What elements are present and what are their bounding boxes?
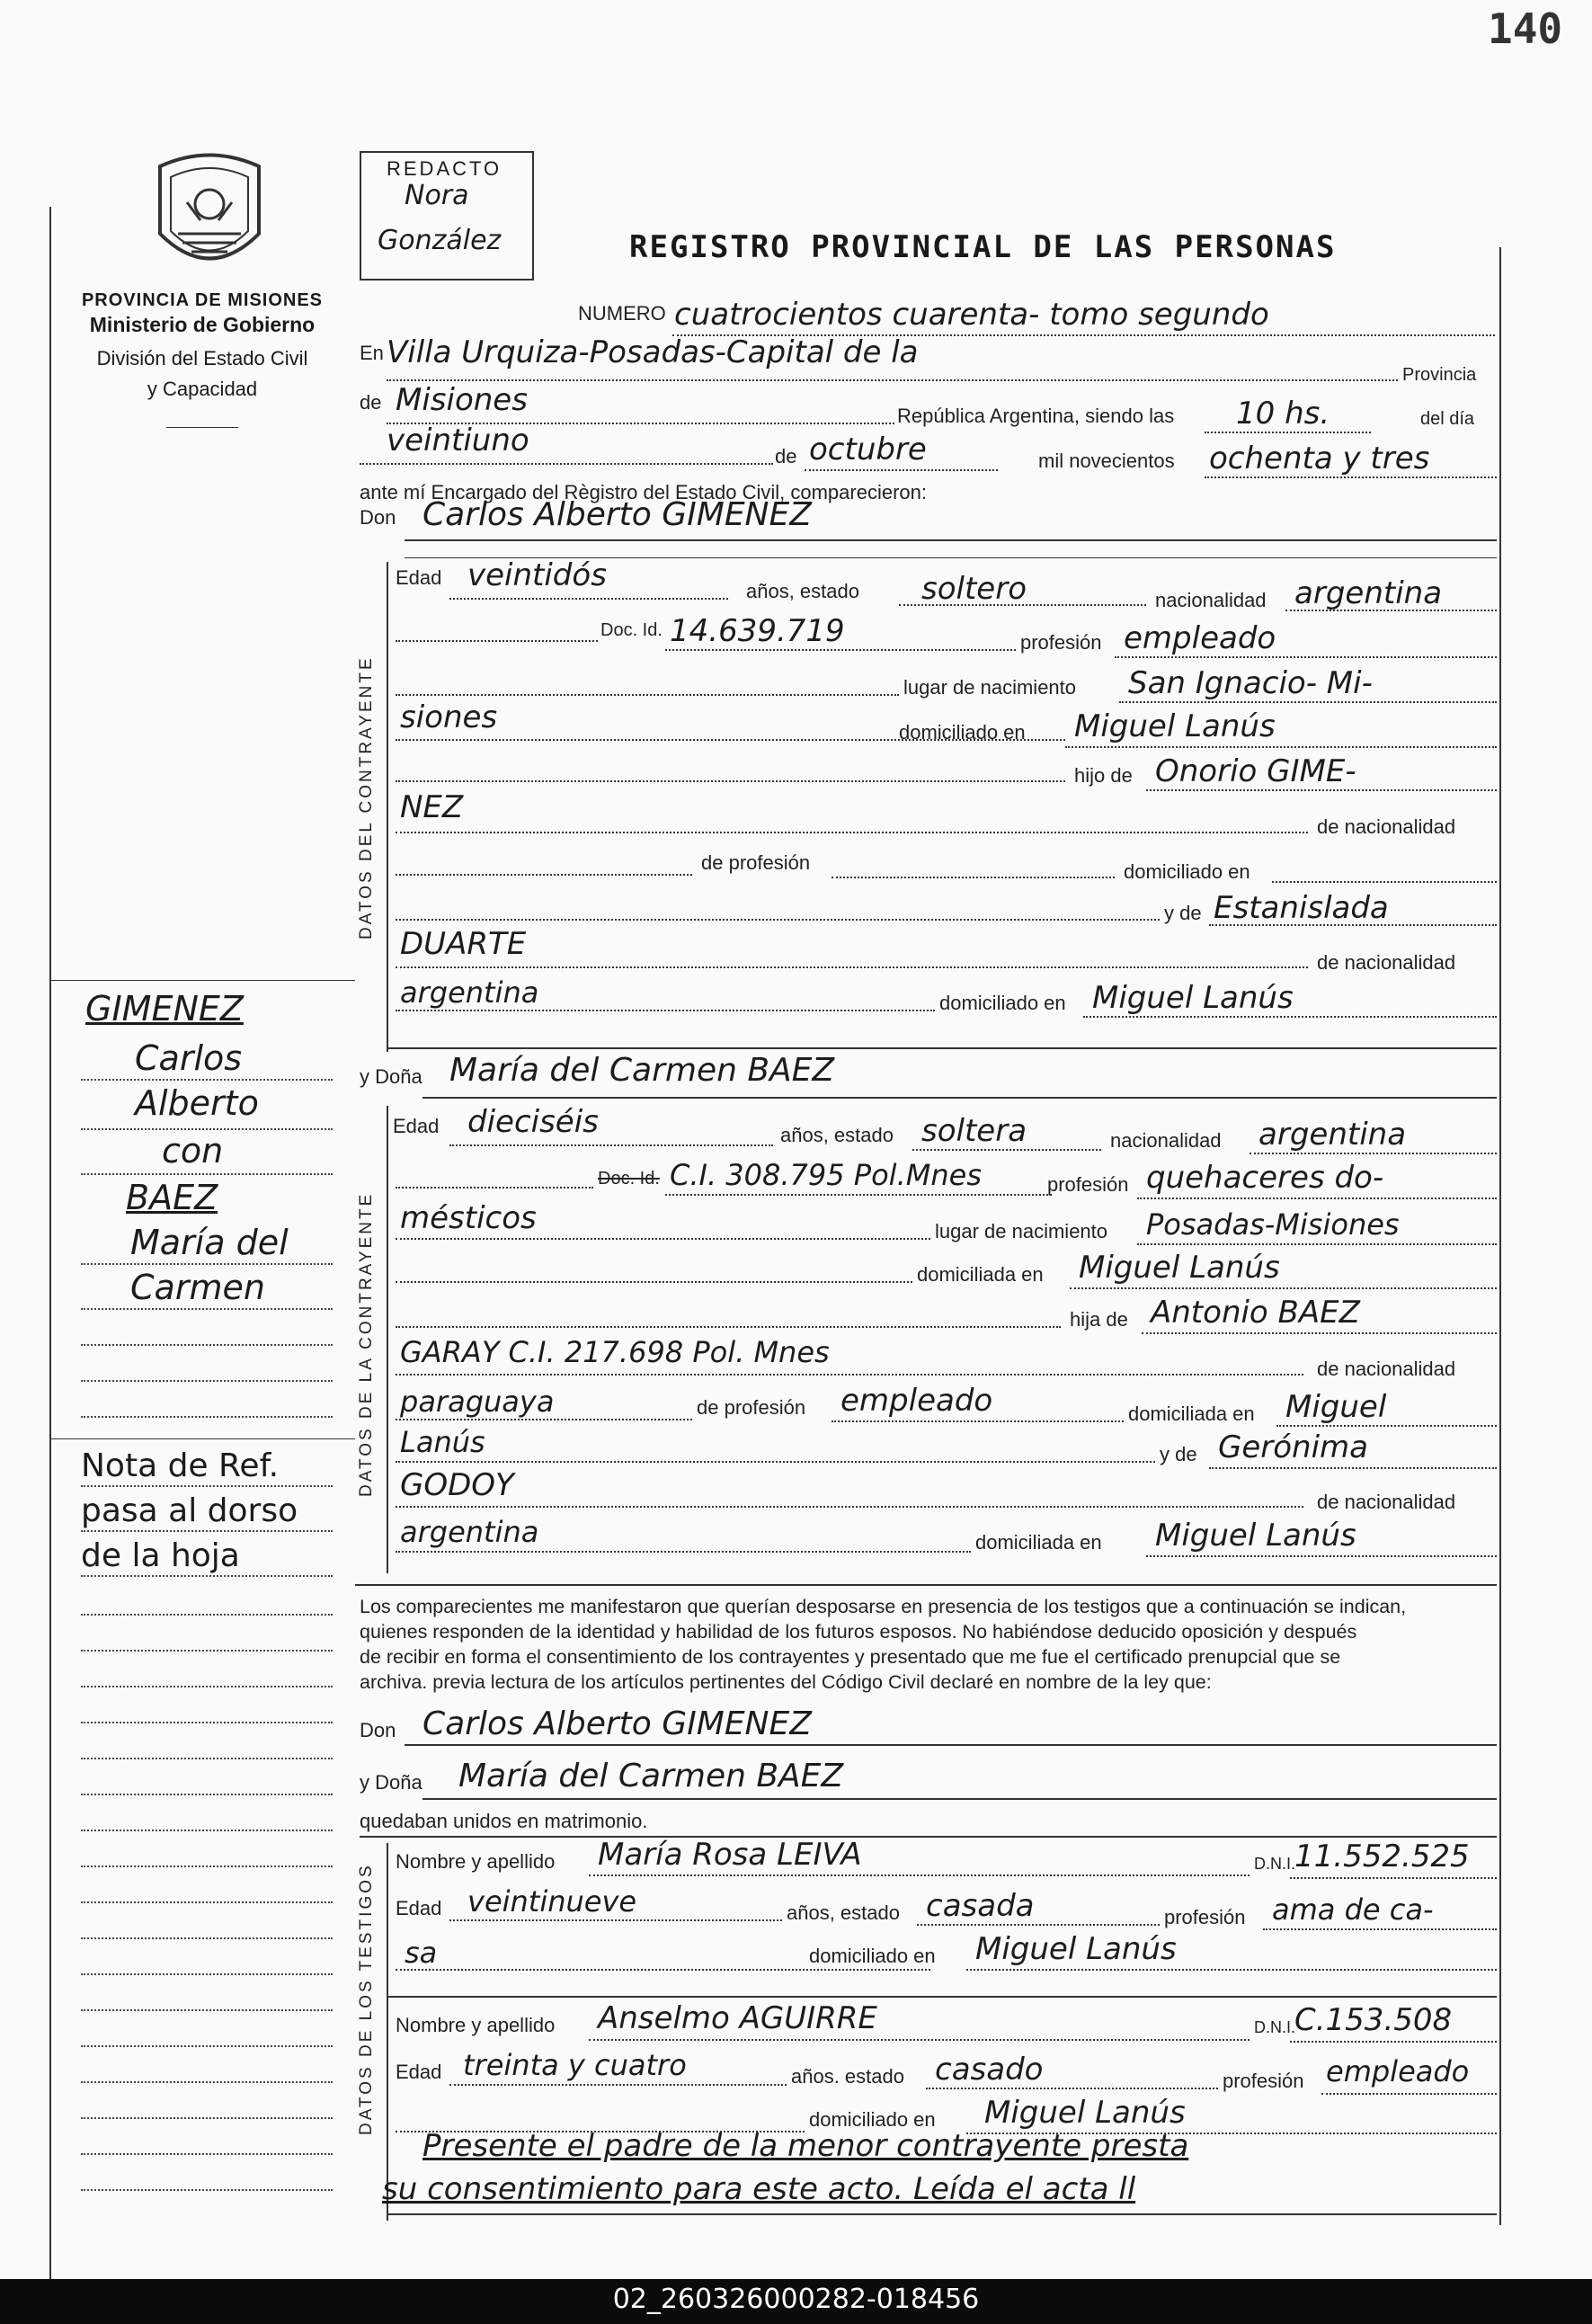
- header-ministry: Ministerio de Gobierno: [89, 313, 316, 336]
- t2-profesion-value: empleado: [1326, 2054, 1470, 2088]
- mil-label: mil novecientos: [1038, 450, 1175, 472]
- page-title: REGISTRO PROVINCIAL DE LAS PERSONAS: [629, 229, 1337, 265]
- f-nacionalidad-value: argentina: [1258, 1117, 1407, 1153]
- t2-estado-line: [926, 2088, 1218, 2089]
- header-divider: [166, 427, 238, 428]
- f-padre-value-2: GARAY C.I. 217.698 Pol. Mnes: [400, 1335, 830, 1369]
- t1-profesion-value-1: ama de ca-: [1272, 1892, 1434, 1927]
- mes-line: [805, 469, 998, 471]
- t2-nombre-label: Nombre y apellido: [396, 2014, 556, 2036]
- c-doc-value: 14.639.719: [670, 613, 845, 649]
- t1-doc-value: 11.552.525: [1294, 1839, 1470, 1874]
- f-lugar-value: Posadas-Misiones: [1146, 1207, 1400, 1242]
- f-doc-lead: [396, 1187, 593, 1189]
- margin-surname-1: GIMENEZ: [85, 989, 244, 1028]
- f-madre-nac-line: [396, 1551, 971, 1553]
- c-padre-nac-line: [396, 874, 692, 876]
- f-y-de-lead: [396, 1461, 1155, 1463]
- c-domiciliado-en-label: domiciliado en: [1124, 860, 1250, 883]
- t2-edad-line: [449, 2084, 787, 2086]
- margin-nota-3: de la hoja: [81, 1537, 240, 1574]
- t2-domicilio-value: Miguel Lanús: [984, 2095, 1186, 2131]
- f-domicilio-line: [1070, 1287, 1497, 1289]
- c-domicilio-label: domiciliado en: [899, 721, 1026, 744]
- c-padre-line: [1146, 789, 1497, 791]
- hora-line: [1205, 432, 1371, 433]
- t1-nombre-label: Nombre y apellido: [396, 1850, 556, 1873]
- f-domicilio-lead: [396, 1281, 912, 1283]
- t2-profesion-label: profesión: [1223, 2070, 1304, 2092]
- c-madre-dom-value: Miguel Lanús: [1092, 980, 1294, 1016]
- decl-don-value: Carlos Alberto GIMENEZ: [422, 1705, 812, 1742]
- f-nacionalidad-label: nacionalidad: [1110, 1129, 1222, 1152]
- f-edad-value: dieciséis: [467, 1104, 599, 1140]
- f-lugar-label: lugar de nacimiento: [935, 1220, 1108, 1242]
- f-profesion-label: profesión: [1047, 1173, 1129, 1196]
- margin-dots-3: [81, 1173, 333, 1175]
- c-domicilio-value: Miguel Lanús: [1074, 708, 1276, 744]
- t1-doc-line: [1290, 1877, 1497, 1879]
- f-madre-dom-line: [1146, 1555, 1497, 1557]
- f-padre-prof-line: [832, 1420, 1124, 1422]
- f-lugar-line: [1137, 1243, 1497, 1245]
- t2-edad-value: treinta y cuatro: [463, 2048, 687, 2082]
- c-lugar-lead: [396, 694, 899, 696]
- en-value: Villa Urquiza-Posadas-Capital de la: [387, 334, 919, 370]
- dona-line: [422, 1097, 1497, 1099]
- margin-surname-2: BAEZ: [126, 1178, 218, 1217]
- t1-doc-label: D.N.I.: [1254, 1855, 1296, 1873]
- f-estado-value: soltera: [921, 1113, 1027, 1149]
- c-doc-lead: [396, 640, 598, 642]
- f-doc-label: Doc. Id.: [598, 1169, 660, 1189]
- t2-nombre-value: Anselmo AGUIRRE: [598, 2000, 877, 2036]
- de-label: de: [360, 391, 382, 414]
- decl-unidos-line: [360, 1836, 1497, 1838]
- margin-dots-4: [81, 1263, 333, 1265]
- ante-text: ante mí Encargado del Règistro del Estado Civil, comparecieron:: [360, 481, 927, 503]
- margin-dots-18: [81, 1830, 333, 1831]
- t1-estado-label: años, estado: [787, 1901, 900, 1924]
- margin-dots-13: [81, 1650, 333, 1652]
- c-madre-value-1: Estanislada: [1214, 890, 1389, 926]
- decl-dona-label: y Doña: [360, 1771, 422, 1794]
- f-padre-dom-value-1: Miguel: [1285, 1389, 1387, 1425]
- t2-nombre-line: [589, 2039, 1250, 2041]
- t2-edad-label: Edad: [396, 2061, 442, 2083]
- c-block-bottom: [387, 1047, 1497, 1049]
- declaracion-line-4: archiva. previa lectura de los artículos pertinentes del Código Civil declaré en nombre de la ley que:: [360, 1671, 1212, 1693]
- margin-dots-22: [81, 1973, 333, 1975]
- f-padre-dom-label: domiciliada en: [1128, 1402, 1255, 1425]
- t1-domicilio-lead: [396, 1969, 930, 1971]
- f-padre-nac-line: [396, 1419, 692, 1420]
- f-lugar-lead: [396, 1238, 930, 1240]
- t2-doc-label: D.N.I.: [1254, 2018, 1296, 2036]
- f-estado-label: años, estado: [780, 1124, 894, 1146]
- de-value: Misiones: [396, 382, 528, 418]
- f-hija-lead: [396, 1326, 1061, 1328]
- de-mes-label: de: [775, 445, 797, 467]
- t2-estado-label: años. estado: [791, 2065, 904, 2088]
- f-de-nacionalidad-label: de nacionalidad: [1317, 1358, 1456, 1380]
- c-lugar-value-1: San Ignacio- Mi-: [1128, 665, 1373, 701]
- f-padre-prof-value: empleado: [840, 1383, 993, 1419]
- t1-nombre-value: María Rosa LEIVA: [598, 1837, 862, 1873]
- right-rule: [1499, 247, 1501, 2225]
- margin-con: con: [162, 1131, 224, 1171]
- margin-dots-12: [81, 1614, 333, 1616]
- header-division-1: División del Estado Civil: [96, 347, 308, 370]
- f-madre-nac-label: de nacionalidad: [1317, 1491, 1456, 1513]
- c-de-profesion-label: de profesión: [701, 851, 811, 874]
- margin-dots-14: [81, 1686, 333, 1687]
- decl-unidos: quedaban unidos en matrimonio.: [360, 1810, 648, 1832]
- t1-edad-value: veintinueve: [467, 1884, 637, 1919]
- c-madre-line-2: [396, 966, 1308, 968]
- c-nacionalidad-value: argentina: [1294, 575, 1443, 611]
- f-padre-line-2: [396, 1374, 1303, 1376]
- f-madre-line: [1209, 1467, 1497, 1469]
- margin-nota-top: [49, 1438, 355, 1439]
- t1-profesion-line: [1263, 1928, 1497, 1930]
- notes-line-2: su consentimiento para este acto. Leída el acta ll: [382, 2171, 1136, 2207]
- c-lugar-label: lugar de nacimiento: [903, 676, 1077, 699]
- f-de-profesion-label: de profesión: [697, 1396, 806, 1419]
- f-estado-line: [912, 1149, 1101, 1151]
- c-profesion-value: empleado: [1124, 620, 1276, 656]
- f-edad-label: Edad: [393, 1115, 440, 1137]
- margin-dots-19: [81, 1865, 333, 1867]
- c-madre-nac-value: argentina: [400, 975, 539, 1010]
- anio-value: ochenta y tres: [1209, 441, 1430, 476]
- c-madre-nac-line: [396, 1010, 935, 1011]
- t1-domicilio-line: [966, 1969, 1497, 1971]
- margin-dots-17: [81, 1794, 333, 1795]
- page-number: 140: [1488, 4, 1563, 53]
- dia-line: [360, 463, 773, 465]
- margin-dots-27: [81, 2153, 333, 2155]
- t2-doc-line: [1290, 2041, 1497, 2043]
- dia-value: veintiuno: [387, 423, 529, 459]
- decl-dona-value: María del Carmen BAEZ: [458, 1758, 844, 1794]
- c-de-nacionalidad-label: de nacionalidad: [1317, 815, 1456, 838]
- f-profesion-value-2: mésticos: [400, 1200, 537, 1236]
- c-y-de-lead: [396, 919, 1160, 921]
- dona-label: y Doña: [360, 1065, 422, 1088]
- f-nacionalidad-line: [1250, 1153, 1497, 1154]
- header-province: PROVINCIA DE MISIONES: [81, 290, 324, 310]
- f-block-bottom: [355, 1584, 1497, 1586]
- c-domicilio-line: [1065, 746, 1497, 748]
- c-madre-line: [1209, 924, 1497, 926]
- t2-profesion-line: [1321, 2093, 1497, 2095]
- margin-dots-2: [81, 1128, 333, 1130]
- f-madre-value-1: Gerónima: [1218, 1429, 1368, 1465]
- f-padre-line: [1142, 1332, 1497, 1334]
- f-domicilio-label: domiciliada en: [917, 1263, 1044, 1286]
- f-y-de-label: y de: [1160, 1443, 1197, 1465]
- margin-rule: [49, 207, 51, 2284]
- c-doc-label: Doc. Id.: [600, 620, 663, 640]
- c-madre-dom-label: domiciliado en: [939, 992, 1066, 1014]
- margin-dots-21: [81, 1937, 333, 1939]
- c-edad-value: veintidós: [467, 557, 607, 593]
- c-padre-value-2: NEZ: [400, 789, 464, 825]
- c-padre-value-1: Onorio GIME-: [1155, 753, 1356, 789]
- f-madre-line-2: [396, 1506, 1303, 1508]
- c-hijo-lead: [396, 780, 1065, 782]
- numero-value: cuatrocientos cuarenta- tomo segundo: [674, 297, 1269, 333]
- decl-don-label: Don: [360, 1719, 396, 1741]
- dona-value: María del Carmen BAEZ: [449, 1052, 835, 1089]
- f-padre-nac-value: paraguaya: [400, 1385, 555, 1419]
- contrayente-side-label: DATOS DEL CONTRAYENTE: [357, 655, 376, 939]
- c-profesion-label: profesión: [1020, 631, 1102, 654]
- c-estado-line: [899, 604, 1146, 606]
- t1-edad-label: Edad: [396, 1897, 442, 1919]
- f-madre-dom-label: domiciliada en: [975, 1531, 1102, 1554]
- redacto-name-2: González: [378, 225, 502, 256]
- declaracion-line-3: de recibir en forma el consentimiento de los contrayentes y presentado que me fue el certificado prenupcial que se: [360, 1646, 1341, 1668]
- en-label: En: [360, 342, 384, 364]
- province-crest-icon: [151, 148, 268, 283]
- c-hijo-label: hijo de: [1074, 764, 1133, 787]
- c-madre-value-2: DUARTE: [400, 926, 527, 962]
- margin-name-1a: Carlos: [135, 1038, 243, 1078]
- contrayenta-rule: [387, 1106, 388, 1573]
- c-lugar-value-2: siones: [400, 699, 498, 735]
- f-madre-nac-value: argentina: [400, 1515, 539, 1549]
- decl-dona-line: [422, 1798, 1497, 1800]
- margin-name-1b: Alberto: [135, 1083, 259, 1123]
- contrayente-rule: [387, 562, 388, 1052]
- f-profesion-value-1: quehaceres do-: [1146, 1160, 1384, 1196]
- testigos-side-label: DATOS DE LOS TESTIGOS: [357, 1863, 376, 2135]
- margin-dots-16: [81, 1758, 333, 1759]
- mes-value: octubre: [809, 432, 927, 467]
- c-profesion-line: [1115, 656, 1497, 658]
- footer-id: 02_260326000282-018456: [612, 2284, 980, 2315]
- margin-dots-8: [81, 1416, 333, 1418]
- f-hija-label: hija de: [1070, 1308, 1128, 1331]
- c-padre-line-2: [396, 832, 1308, 833]
- t1-block-bottom: [387, 1996, 1497, 1998]
- declaracion-line-2: quienes responden de la identidad y habilidad de los futuros esposos. No habiéndose deducido oposición y después: [360, 1621, 1357, 1643]
- don-label: Don: [360, 506, 396, 529]
- t1-edad-line: [449, 1919, 782, 1921]
- redacto-name-1: Nora: [405, 180, 469, 211]
- declaracion-line-1: Los comparecientes me manifestaron que querían desposarse en presencia de los testigos que a continuación se indican,: [360, 1596, 1407, 1617]
- f-domicilio-value: Miguel Lanús: [1079, 1250, 1280, 1286]
- margin-dots-28: [81, 2189, 333, 2191]
- margin-nota-2: pasa al dorso: [81, 1492, 298, 1529]
- margin-dots-20: [81, 1901, 333, 1903]
- margin-dots-26: [81, 2117, 333, 2119]
- t1-domicilio-value: Miguel Lanús: [975, 1931, 1177, 1967]
- t1-profesion-label: profesión: [1164, 1906, 1246, 1928]
- margin-dots-9: [81, 1485, 333, 1487]
- margin-dots-25: [81, 2081, 333, 2083]
- contrayenta-side-label: DATOS DE LA CONTRAYENTE: [357, 1191, 376, 1497]
- margin-dots-1: [81, 1079, 333, 1081]
- c-padre-prof-line: [832, 877, 1115, 878]
- numero-label: NUMERO: [578, 302, 666, 325]
- margin-dots-5: [81, 1308, 333, 1310]
- testigos-bottom: [387, 2213, 1497, 2215]
- t1-domicilio-label: domiciliado en: [809, 1945, 936, 1967]
- margin-dots-7: [81, 1380, 333, 1382]
- f-padre-value-1: Antonio BAEZ: [1151, 1295, 1360, 1331]
- c-madre-dom-line: [1083, 1016, 1497, 1018]
- margin-dots-6: [81, 1344, 333, 1346]
- margin-name-2a: María del: [130, 1223, 289, 1262]
- f-profesion-line: [1137, 1198, 1497, 1199]
- c-padre-dom-line: [1272, 881, 1497, 883]
- t1-nombre-line: [589, 1874, 1250, 1876]
- margin-dots-11: [81, 1575, 333, 1577]
- f-madre-dom-value: Miguel Lanús: [1155, 1518, 1356, 1554]
- c-edad-line: [449, 598, 728, 600]
- f-doc-line: [665, 1194, 1052, 1196]
- notes-line-1: Presente el padre de la menor contrayente presta: [422, 2128, 1189, 2164]
- margin-name-2b: Carmen: [130, 1268, 265, 1307]
- c-lugar-line: [1119, 701, 1497, 703]
- margin-dots-15: [81, 1722, 333, 1723]
- f-doc-value: C.I. 308.795 Pol.Mnes: [670, 1158, 982, 1192]
- c-madre-nac-label: de nacionalidad: [1317, 951, 1456, 974]
- testigos-rule: [387, 1843, 388, 2221]
- margin-top-line: [49, 980, 355, 981]
- c-y-de-label: y de: [1164, 902, 1202, 924]
- f-edad-line: [449, 1144, 773, 1146]
- c-nacionalidad-line: [1285, 610, 1497, 611]
- t1-estado-line: [917, 1924, 1160, 1926]
- t1-estado-value: casada: [926, 1888, 1035, 1924]
- t2-estado-value: casado: [935, 2052, 1044, 2088]
- margin-dots-10: [81, 1530, 333, 1532]
- header-division-2: y Capacidad: [147, 378, 258, 400]
- margin-nota-1: Nota de Ref.: [81, 1447, 280, 1484]
- don-value: Carlos Alberto GIMENEZ: [422, 496, 812, 533]
- anio-line: [1205, 476, 1497, 478]
- republica-label: República Argentina, siendo las: [897, 405, 1175, 427]
- t2-doc-value: C.153.508: [1294, 2002, 1453, 2038]
- don-line: [405, 539, 1497, 541]
- f-padre-dom-line: [1276, 1425, 1497, 1427]
- f-madre-value-2: GODOY: [400, 1467, 514, 1503]
- decl-don-line: [405, 1744, 1497, 1746]
- del-dia-label: del día: [1420, 409, 1475, 429]
- redacto-label: REDACTO: [387, 157, 503, 180]
- provincia-label: Provincia: [1402, 365, 1477, 385]
- c-edad-label: Edad: [396, 566, 442, 589]
- t1-profesion-value-2: sa: [405, 1936, 438, 1970]
- f-padre-dom-value-2: Lanús: [400, 1425, 485, 1459]
- c-estado-value: soltero: [921, 571, 1027, 607]
- en-line: [387, 379, 1398, 381]
- margin-dots-24: [81, 2045, 333, 2047]
- c-doc-line: [665, 649, 1016, 651]
- c-estado-label: años, estado: [746, 580, 859, 602]
- margin-dots-23: [81, 2009, 333, 2011]
- t2-domicilio-label: domiciliado en: [809, 2108, 936, 2131]
- c-nacionalidad-label: nacionalidad: [1155, 589, 1267, 611]
- hora-value: 10 hs.: [1236, 396, 1330, 432]
